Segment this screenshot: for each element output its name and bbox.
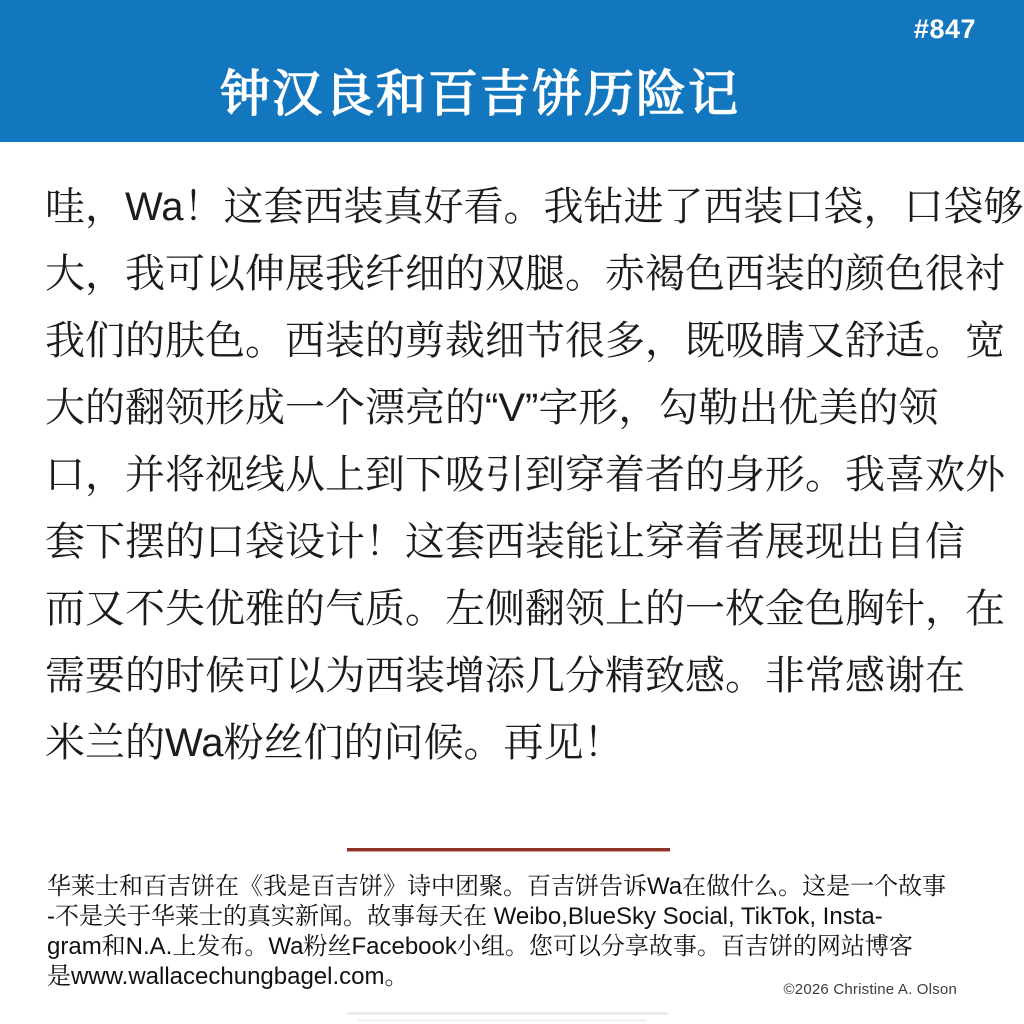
- body-line: 套下摆的口袋设计！这套西装能让穿着者展现出自信: [45, 520, 965, 564]
- body-line: 我们的肤色。西装的剪裁细节很多，既吸睛又舒适。宽: [45, 319, 1005, 363]
- body-line: 米兰的Wa粉丝们的问候。再见！: [45, 721, 624, 765]
- next-card-edge-line: [347, 1012, 668, 1015]
- body-line: 哇，Wa！这套西装真好看。我钻进了西装口袋，口袋够: [45, 185, 1024, 229]
- header-band: [0, 0, 1024, 142]
- footer-line: 是www.wallacechungbagel.com。: [47, 963, 409, 990]
- red-divider: [347, 848, 670, 852]
- next-card-edge-line: [357, 1019, 647, 1022]
- story-body: [45, 174, 1024, 777]
- footer-line: -不是关于华莱士的真实新闻。故事每天在 Weibo,BlueSky Social, TikTok, Insta-: [47, 903, 883, 930]
- body-line: 而又不失优雅的气质。左侧翻领上的一枚金色胸针，在: [45, 587, 1005, 631]
- footer-line: gram和N.A.上发布。Wa粉丝Facebook小组。您可以分享故事。百吉饼的网站博客: [47, 933, 913, 960]
- issue-number: #847: [913, 14, 976, 44]
- footer-line: 华莱士和百吉饼在《我是百吉饼》诗中团聚。百吉饼告诉Wa在做什么。这是一个故事: [47, 873, 947, 900]
- body-line: 大，我可以伸展我纤细的双腿。赤褐色西装的颜色很衬: [45, 252, 1005, 296]
- copyright-notice: ©2026 Christine A. Olson: [783, 981, 957, 998]
- footer: [47, 872, 987, 992]
- body-line: 口，并将视线从上到下吸引到穿着者的身形。我喜欢外: [45, 453, 1005, 497]
- body-line: 需要的时候可以为西装增添几分精致感。非常感谢在: [45, 654, 965, 698]
- body-line: 大的翻领形成一个漂亮的“V”字形，勾勒出优美的领: [45, 386, 939, 430]
- page-title: 钟汉良和百吉饼历险记: [220, 66, 740, 122]
